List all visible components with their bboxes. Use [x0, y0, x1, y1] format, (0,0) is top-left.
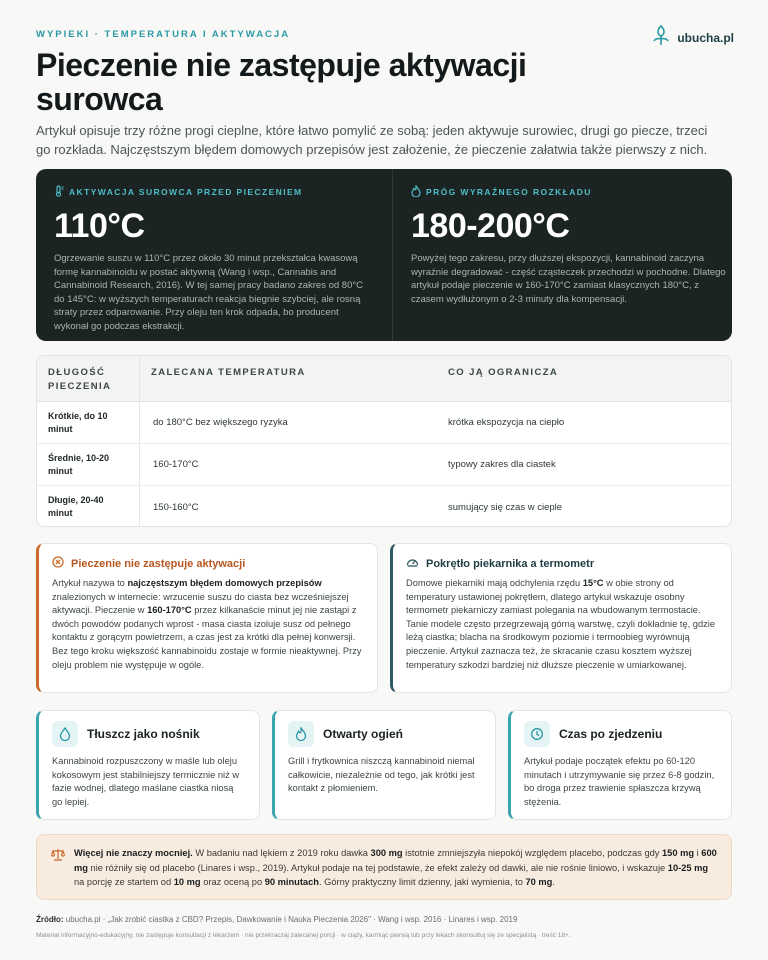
table-cell: Długie, 20-40 minut	[37, 486, 140, 527]
card-fat-carrier	[36, 710, 260, 820]
clock-icon	[524, 721, 550, 747]
brand-name: ubucha.pl	[677, 30, 734, 45]
page-title: Pieczenie nie zastępuje aktywacji surowca	[36, 47, 527, 117]
warning-text: Artykuł nazywa to najczęstszym błędem domowych przepisów znalezionych w internecie: wrzucenie suszu do ciasta bez wcześniejszej aktywacji. Pieczenie w 160-170°C przez kilkanaście minut jej nie zastąpi z dwóch powodów podanych wprost - masa ciasta izoluje susz od pełnego kontaktu z gorącym powietrzem, a czas jest za krótki dla pełnej konwersji. Bez tego kroku większość kannabinoidu zostaje w formie nieaktywnej. Przy oleju problem nie występuje w ogóle.	[52, 578, 362, 670]
oven-text: Domowe piekarniki mają odchylenia rzędu 15°C w obie strony od temperatury ustawionej pokrętłem, dlatego artykuł wskazuje osobny termometr piekarniczy zamiast polegania na wbudowanym termostacie. Tanie modele często przegrzewają górną warstwę, czyli dokładnie tę, gdzie leżą ciastka; blacha na środkowym poziomie i termoobieg wyrównują pieczenie. Artykuł zaznacza też, że skracanie czasu kosztem wyższej temperatury szkodzi bardziej niż dłuższe pieczenie w umiarkowanej.	[406, 578, 716, 670]
column-header: ZALECANA TEMPERATURA	[151, 367, 306, 378]
disclaimer: Materiał informacyjno-edukacyjny, nie zastępuje konsultacji z lekarzem · nie przekraczaj zalecanej porcji · w ciąży, karmiąc piersią lub przy lekach skonsultuj się ze specjalistą · treść 18+.	[36, 932, 571, 939]
table-row	[37, 444, 731, 486]
dose-note-text: Więcej nie znaczy mocniej. W badaniu nad lękiem z 2019 roku dawka 300 mg istotnie zmniejszyła niepokój względem placebo, podczas gdy 150 mg i 600 mg nie różniły się od placebo (Linares i wsp., 2019). Artykuł podaje na tej podstawie, że efekt zależy od dawki, ale nie rośnie liniowo, i wskazuje 10-25 mg na porcję ze startem od 10 mg oraz oceną po 90 minutach. Górny praktyczny limit dzienny, jaki wymienia, to 70 mg.	[74, 848, 717, 887]
scale-icon	[51, 848, 65, 899]
stat-activation	[36, 169, 392, 341]
table-row	[37, 486, 731, 527]
table-cell: Średnie, 10-20 minut	[37, 444, 140, 485]
card-title: Czas po zjedzeniu	[559, 727, 663, 741]
table-cell: Krótkie, do 10 minut	[37, 402, 140, 443]
oven-title: Pokrętło piekarnika a termometr	[426, 557, 595, 570]
card-time-after-eating	[508, 710, 732, 820]
stat-label: AKTYWACJA SUROWCA PRZED PIECZENIEM	[69, 187, 303, 197]
table-header	[37, 356, 731, 402]
brand-logo[interactable]	[651, 24, 734, 51]
table-cell: do 180°C bez większego ryzyka	[153, 417, 288, 428]
stat-text: Powyżej tego zakresu, przy dłuższej ekspozycji, kannabinoid zaczyna wyraźnie degradować - część cząsteczek przechodzi w pochodne. Dlatego artykuł podaje pieczenie w 160-170°C zamiast klasycznych 180°C, z czasem wydłużonym o 2-3 minuty dla kompensacji.	[411, 253, 726, 305]
card-text: Artykuł podaje początek efektu po 60-120 minutach i utrzymywanie się przez 6-8 godzin, bo droga przez trawienie spłaszcza krzywą stężenia.	[524, 756, 715, 807]
table-cell: 150-160°C	[153, 501, 199, 513]
stat-text: Ogrzewanie suszu w 110°C przez około 30 minut przekształca kwasową formę kannabinoidu w postać aktywną (Wang i wsp., Cannabis and Cannabinoid Research, 2016). W tej samej pracy badano zakres od 80°C do 145°C: w wyższych temperaturach reakcja biegnie szybciej, ale rosną straty przez odparowanie. Przy oleju ten krok odpada, bo producent wykonał go podczas ekstrakcji.	[54, 253, 364, 332]
intro-text: Artykuł opisuje trzy różne progi cieplne, które łatwo pomylić ze sobą: jeden aktywuje surowiec, drugi go piecze, trzeci go rozkłada. Najczęstszym błędem domowych przepisów jest założenie, że pieczenie załatwia także pierwszy z nich.	[36, 123, 708, 157]
x-circle-icon	[52, 556, 64, 571]
table-cell: sumujący się czas w cieple	[448, 501, 563, 513]
table-cell: 160-170°C	[153, 459, 199, 470]
card-text: Grill i frytkownica niszczą kannabinoid niemal całkowicie, niezależnie od tego, jak krótki jest kontakt z płomieniem.	[288, 756, 475, 794]
column-header: CO JĄ OGRANICZA	[448, 367, 559, 378]
stat-decomposition	[392, 169, 732, 341]
source-line: Źródło: ubucha.pl · „Jak zrobić ciastka z CBD? Przepis, Dawkowanie i Nauka Pieczenia 2026" · Wang i wsp. 2016 · Linares i wsp. 2019	[36, 915, 518, 924]
warning-title: Pieczenie nie zastępuje aktywacji	[71, 557, 246, 570]
table-cell: typowy zakres dla ciastek	[448, 459, 556, 470]
flame-icon	[288, 721, 314, 747]
card-title: Tłuszcz jako nośnik	[87, 727, 200, 741]
droplet-icon	[52, 721, 78, 747]
temperature-table	[36, 355, 732, 527]
dose-note	[36, 834, 732, 900]
oven-box	[390, 543, 732, 693]
thermometer-icon	[54, 185, 64, 199]
stats-panel	[36, 169, 732, 341]
table-cell: krótka ekspozycja na ciepło	[448, 417, 565, 428]
stat-value: 180-200°C	[411, 207, 570, 245]
card-text: Kannabinoid rozpuszczony w maśle lub oleju kokosowym jest stabilniejszy termicznie niż w fazie wodnej, dlatego maślane ciastka niosą go lepiej.	[52, 756, 240, 807]
eyebrow: WYPIEKI · TEMPERATURA I AKTYWACJA	[36, 29, 291, 40]
flame-icon	[411, 185, 421, 199]
gauge-icon	[406, 556, 419, 571]
table-row	[37, 402, 731, 444]
leaf-icon	[651, 24, 671, 51]
column-header: DŁUGOŚĆ PIECZENIA	[37, 356, 140, 401]
card-title: Otwarty ogień	[323, 727, 404, 741]
stat-label: PRÓG WYRAŹNEGO ROZKŁADU	[426, 187, 592, 197]
stat-value: 110°C	[54, 207, 145, 245]
warning-box	[36, 543, 378, 693]
card-open-fire	[272, 710, 496, 820]
